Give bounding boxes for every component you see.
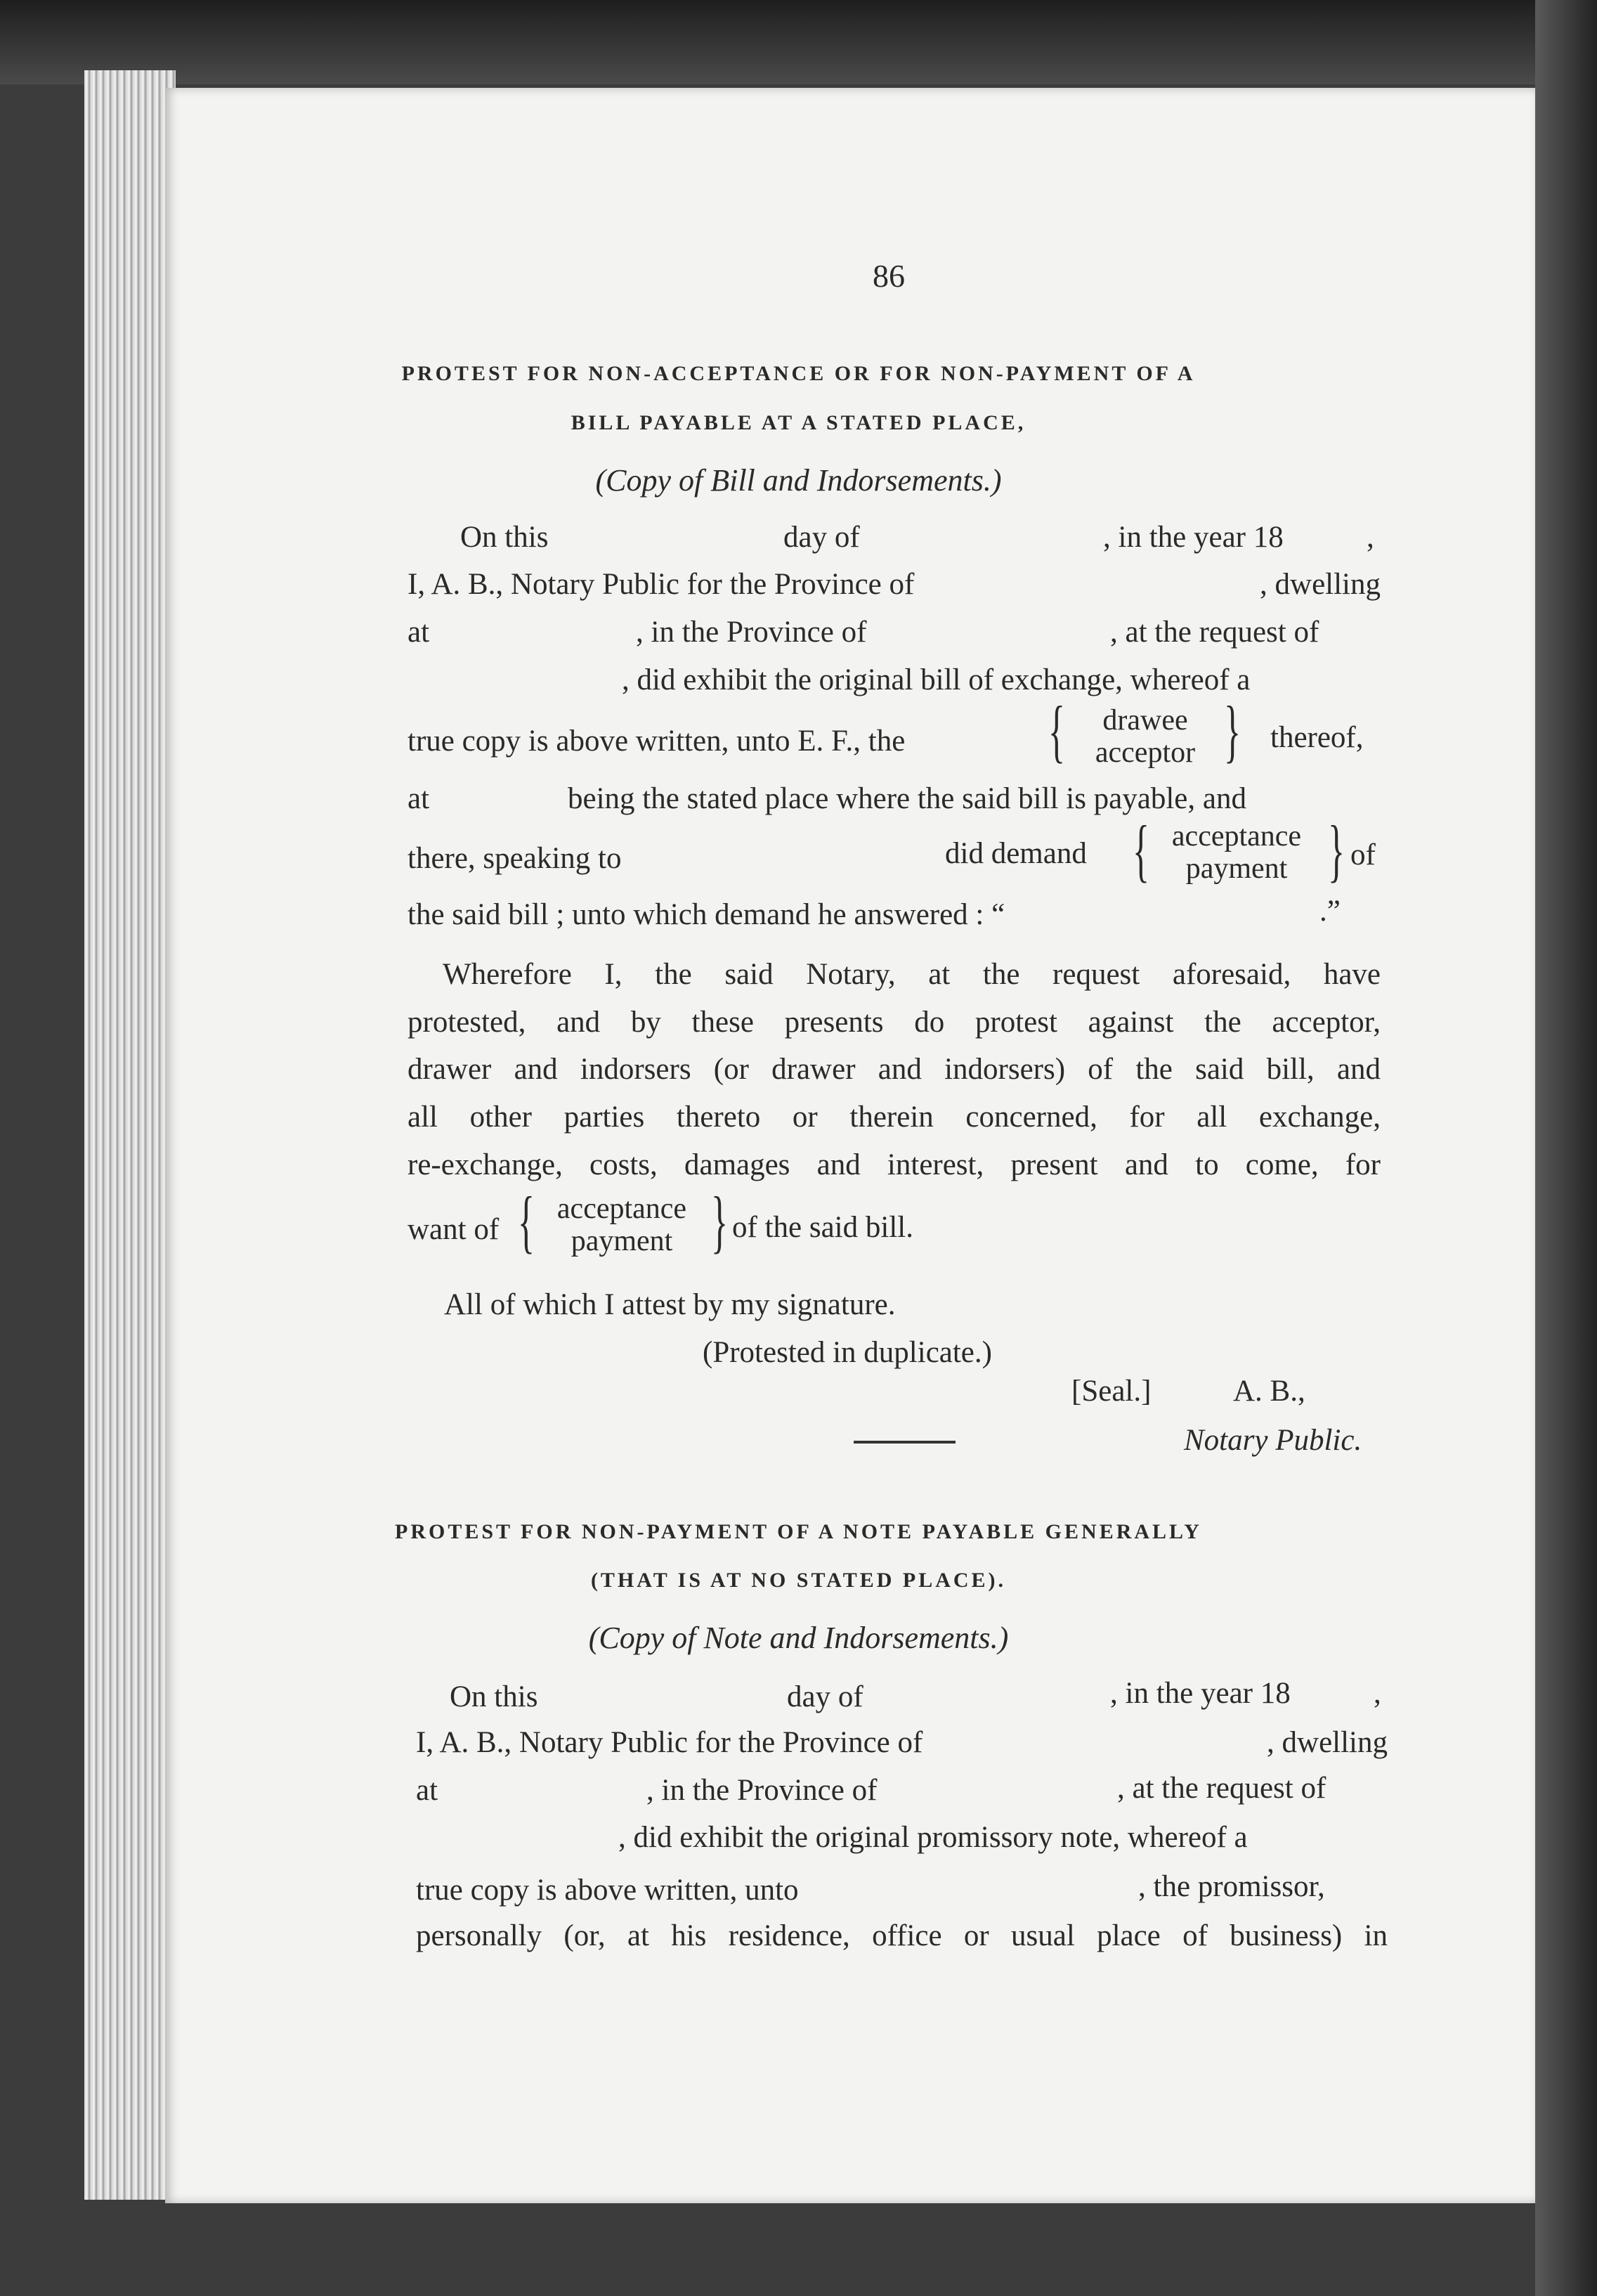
s1-want-of: want of [408,1213,500,1246]
scan-background-top [0,0,1597,84]
s1-l3-c: , at the request of [1110,616,1319,649]
s1-brace2-bottom: payment [1185,852,1288,885]
s2-l1-b: day of [787,1680,863,1713]
s1-brace1-open: { [1048,692,1065,770]
s2-l3-a: at [416,1774,438,1807]
s1-l3-b: , in the Province of [636,616,867,649]
s2-l5-a: true copy is above written, unto [416,1874,799,1907]
s1-l2-b: , dwelling [1260,568,1381,601]
page-number: 86 [873,258,905,294]
section2-heading-line1: PROTEST FOR NON-PAYMENT OF A NOTE PAYABLE GENERALLY [395,1520,1202,1543]
s2-l2-b: , dwelling [1267,1726,1388,1759]
s2-l1-c: , in the year 18 [1110,1677,1291,1710]
s1-p2-line5: re-exchange, costs, damages and interest, present and to come, for [408,1148,1381,1181]
s1-l7-c: of [1350,838,1376,871]
s1-seal: [Seal.] [1071,1375,1152,1408]
s2-l6: personally (or, at his residence, office or usual place of business) in [416,1919,1388,1952]
s1-brace3-close: } [711,1182,728,1260]
s1-l4: , did exhibit the original bill of exchange, whereof a [622,663,1251,696]
s1-brace1-close: } [1224,692,1241,770]
s1-brace2-stack [1152,820,1321,885]
s1-l6-b: being the stated place where the said bill is payable, and [568,782,1246,815]
s1-brace1-stack [1078,704,1212,769]
s1-attest: All of which I attest by my signature. [444,1288,896,1321]
s1-p2-line1: Wherefore I, the said Notary, at the request aforesaid, have [443,958,1381,991]
s2-l4: , did exhibit the original promissory note, whereof a [618,1821,1248,1854]
s1-p2-line4: all other parties thereto or therein concerned, for all exchange, [408,1101,1381,1134]
section2-subtitle: (Copy of Note and Indorsements.) [588,1621,1009,1655]
s1-l8-a: the said bill ; unto which demand he answered : “ [408,898,1005,931]
s2-l5-b: , the promissor, [1138,1870,1325,1903]
s1-brace1-bottom: acceptor [1095,737,1196,769]
s2-l2-a: I, A. B., Notary Public for the Province of [416,1726,923,1759]
s1-l1-a: On this [460,521,549,554]
s1-brace3-stack [537,1193,706,1257]
s1-signer-title: Notary Public. [1184,1424,1362,1457]
s1-brace3-bottom: payment [571,1225,673,1257]
book-page [165,88,1535,2203]
s2-l3-b: , in the Province of [646,1774,878,1807]
s1-l5-b: thereof, [1270,721,1364,754]
s2-l1-d: , [1374,1677,1381,1710]
s1-p2-line2: protested, and by these presents do protest against the acceptor, [408,1006,1381,1039]
s1-brace3-open: { [518,1182,535,1260]
s1-l3-a: at [408,616,430,649]
s2-l3-c: , at the request of [1117,1772,1327,1805]
s1-brace1-top: drawee [1102,704,1188,737]
s1-l1-b: day of [783,521,860,554]
section1-heading-line2: BILL PAYABLE AT A STATED PLACE, [571,411,1026,434]
s1-brace2-top: acceptance [1171,820,1302,852]
s1-signer: A. B., [1233,1375,1305,1408]
section1-heading-line1: PROTEST FOR NON-ACCEPTANCE OR FOR NON-PAYMENT OF A [401,362,1196,385]
s1-l8-b: .” [1319,895,1341,928]
s1-brace2-open: { [1133,811,1149,889]
s1-l7-b: did demand [945,837,1087,870]
section-divider [854,1441,956,1444]
s1-l1-d: , [1367,521,1374,554]
s1-l1-c: , in the year 18 [1103,521,1284,554]
s1-brace3-top: acceptance [556,1193,687,1225]
s1-l6-a: at [408,782,430,815]
scan-background-right [1535,0,1597,2296]
s2-l1-a: On this [450,1680,538,1713]
s1-l2-a: I, A. B., Notary Public for the Province of [408,568,915,601]
s2-line2 [416,1725,1388,1760]
page-edges [84,70,176,2200]
s1-duplicate: (Protested in duplicate.) [703,1336,992,1369]
s1-line2 [408,567,1381,602]
s1-l7-a: there, speaking to [408,842,622,875]
section2-heading-line2: (THAT IS AT NO STATED PLACE). [590,1569,1007,1592]
section1-subtitle: (Copy of Bill and Indorsements.) [595,463,1002,498]
s1-l5-a: true copy is above written, unto E. F., the [408,725,906,758]
s1-brace2-close: } [1328,811,1345,889]
s1-p2-line3: drawer and indorsers (or drawer and indorsers) of the said bill, and [408,1053,1381,1086]
s1-of-the-bill: of the said bill. [732,1211,913,1244]
